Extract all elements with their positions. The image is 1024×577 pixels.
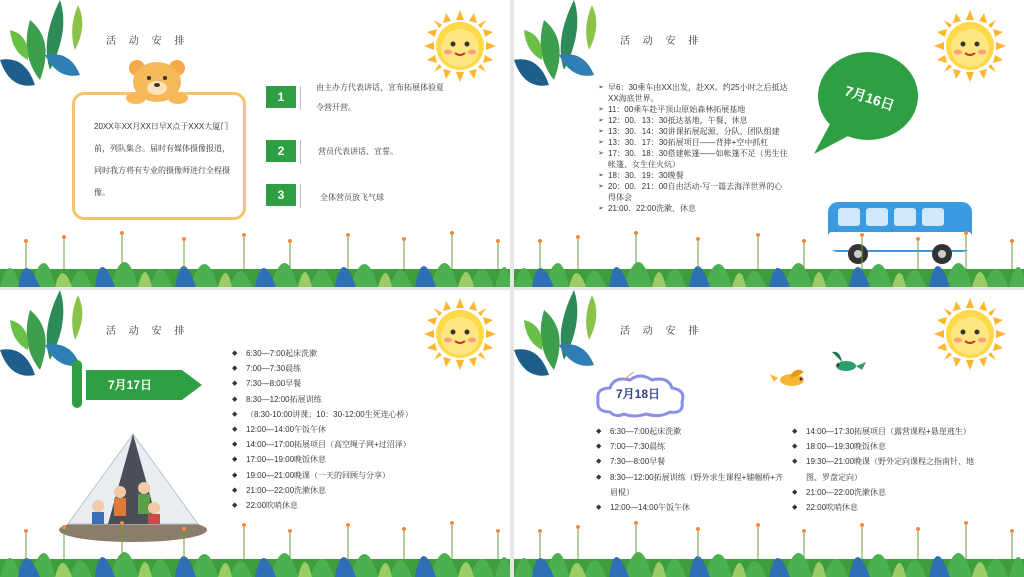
slide-3[interactable] (0, 290, 510, 577)
list-item: ➢ 13：30．17：30拓展项目——背摔+空中抓杠 (598, 137, 788, 148)
date-label: 7月17日 (108, 378, 153, 392)
yellow-bird-icon (770, 368, 810, 390)
list-item: ◆ 7:00—7:30晨练 (596, 439, 786, 454)
item-text-3: 全体营员放飞气球 (320, 193, 384, 202)
date-label: 7月16日 (842, 82, 897, 114)
green-tab (72, 360, 82, 408)
list-item: ◆ 19:00—21:00晚课（一天的回顾与分享） (232, 468, 462, 483)
sun-icon (934, 10, 1006, 82)
list-item: ◆ 14:00—17:30拓展项目（露营课程+悬崖逃生） (792, 424, 982, 439)
list-item: ◆ 8:30—12:00拓展训练 (232, 392, 462, 407)
list-item: ◆ 7:30—8:00早餐 (232, 376, 462, 391)
bear-box-text: 20XX年XX月XX日早X点于XXX大厦门前，列队集合。届时有媒体摄像报道，同时我方将有专业的摄像师进行全程摄像。 (94, 122, 230, 197)
slide-title: 活 动 安 排 (620, 36, 704, 47)
list-item: ➢ 18：30．19：30晚餐 (598, 170, 788, 181)
list-item: ◆ 18:00—19:30晚饭休息 (792, 439, 982, 454)
list-item: ◆ 7:00—7:30晨练 (232, 361, 462, 376)
connector-line (300, 184, 319, 208)
grass-decoration-icon (0, 229, 510, 287)
list-item: ◆ 12:00—14:00午饭午休 (596, 500, 786, 515)
list-item: ◆ （8:30-10:00讲课；10：30-12:00生死连心桥） (232, 407, 462, 422)
list-item: ◆ 22:00吹哨休息 (232, 498, 462, 513)
sun-icon (934, 298, 1006, 370)
grass-decoration-icon (514, 519, 1024, 577)
slide-4[interactable] (514, 290, 1024, 577)
leaves-decoration-icon (514, 290, 609, 385)
schedule-list-left (596, 424, 786, 515)
slide-title: 活 动 安 排 (106, 326, 190, 337)
item-text-2: 营员代表讲话、宣誓。 (318, 147, 398, 156)
list-item: ◆ 12:00—14:00午饭午休 (232, 422, 462, 437)
list-item: ◆ 22:00吹哨休息 (792, 500, 982, 515)
slide-title: 活 动 安 排 (106, 36, 190, 47)
item-number-1: 1 (266, 86, 296, 108)
list-item: ◆ 17:00—19:00晚饭休息 (232, 452, 462, 467)
list-item: ➢ 早6：30乘车由XX出发，赴XX。约25小时之后抵达XX海底世界。 (598, 82, 788, 104)
list-item: ◆ 14:00—17:00拓展项目（高空绳子网+过沼泽） (232, 437, 462, 452)
list-item: ➢ 11：00乘车赴平顶山原始森林拓展基地 (598, 104, 788, 115)
sun-icon (424, 10, 496, 82)
bear-icon (122, 58, 192, 106)
list-item: ➢ 20：00．21：00自由活动-写一篇去海洋世界的心得体会 (598, 181, 788, 203)
item-number-3: 3 (266, 184, 296, 206)
leaves-decoration-icon (0, 0, 95, 95)
connector-line (300, 140, 319, 164)
slide-1[interactable] (0, 0, 510, 287)
list-item: ➢ 17：30．18：30搭建帐篷——如帐篷不足（男生住帐篷、女生住火炕） (598, 148, 788, 170)
list-item: ➢ 21:00．22:00洗漱、休息 (598, 203, 788, 214)
schedule-list-right (792, 424, 982, 515)
list-item: ◆ 6:30—7:00起床洗漱 (596, 424, 786, 439)
list-item: ◆ 6:30—7:00起床洗漱 (232, 346, 462, 361)
item-number-2: 2 (266, 140, 296, 162)
list-item: ◆ 21:00—22:00洗漱休息 (232, 483, 462, 498)
schedule-list (598, 82, 788, 214)
slide-title: 活 动 安 排 (620, 326, 704, 337)
list-item: ◆ 8:30—12:00拓展训练（野外求生课程+辅帼桥+齐眉棍） (596, 470, 786, 500)
grass-decoration-icon (0, 519, 510, 577)
date-label: 7月18日 (616, 387, 661, 401)
list-item: ◆ 21:00—22:00洗漱休息 (792, 485, 982, 500)
list-item: ◆ 19:30—21:00晚课（野外定向课程之指南针、地图、罗盘定向） (792, 454, 982, 484)
grass-decoration-icon (514, 229, 1024, 287)
slide-2[interactable] (514, 0, 1024, 287)
schedule-list (232, 346, 462, 513)
green-bird-icon (826, 350, 866, 376)
list-item: ➢ 12：00．13：30抵达基地，午餐、休息 (598, 115, 788, 126)
list-item: ◆ 7:30—8:00早餐 (596, 454, 786, 469)
item-text-1: 由主办方代表讲话，宣布拓展体验夏令营开营。 (316, 83, 444, 112)
list-item: ➢ 13：30．14：30讲课拓展起源、分队、团队组建 (598, 126, 788, 137)
leaves-decoration-icon (514, 0, 609, 95)
